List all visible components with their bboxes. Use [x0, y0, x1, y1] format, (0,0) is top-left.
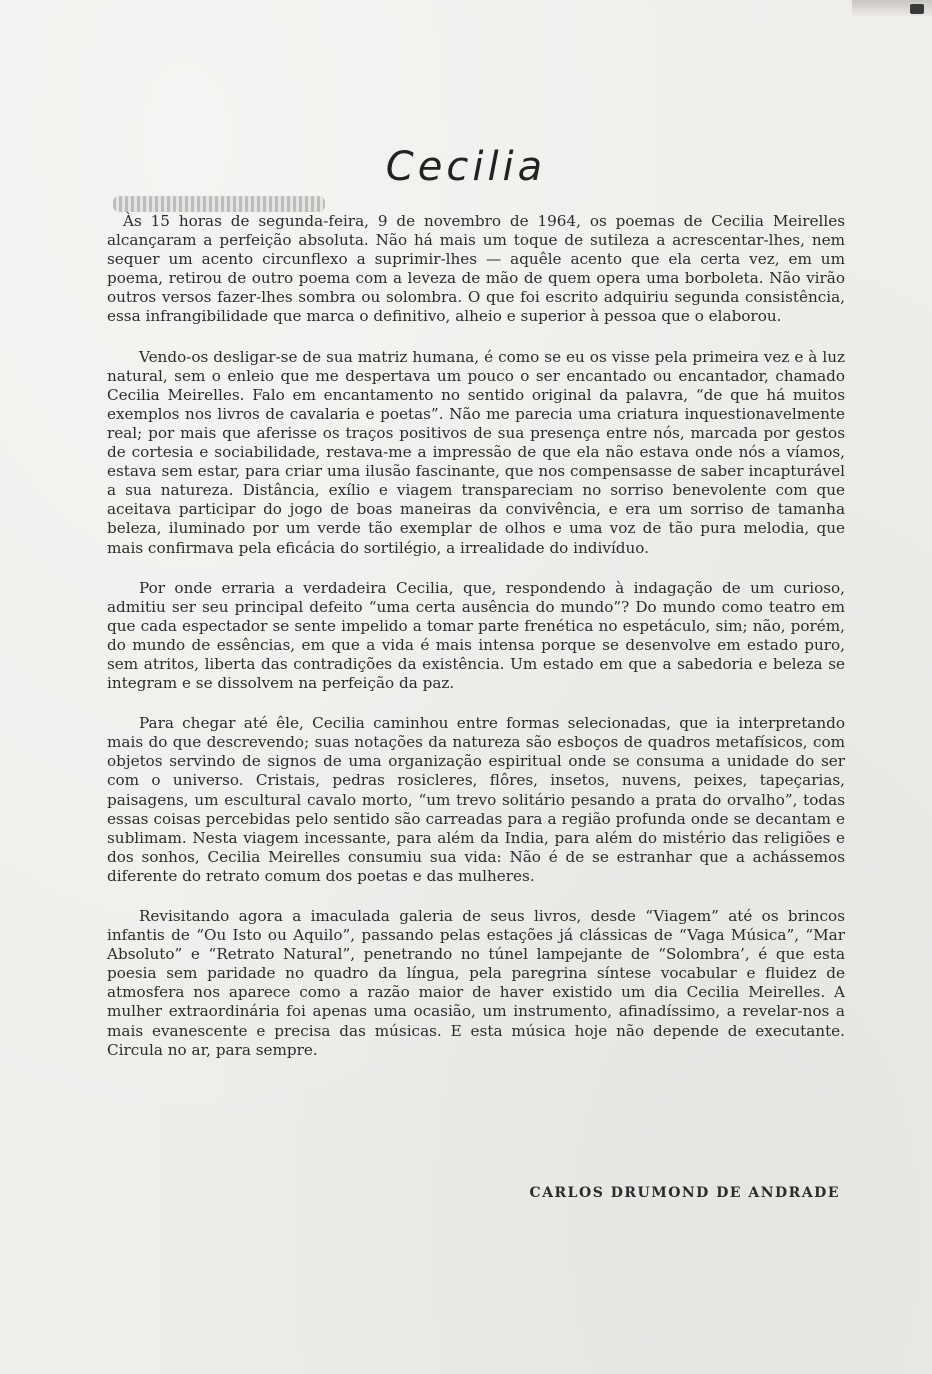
document-title: Cecilia [385, 144, 547, 190]
paragraph-4: Para chegar até êle, Cecilia caminhou entre formas selecionadas, que ia interpretando mais do que descrevendo; suas notações da natureza são esboços de quadros metafísicos, com objetos servindo de signos de uma organização espiritual onde se consuma a unidade do ser com o universo. Cristais, pedras rosicleres, flôres, insetos, nuvens, peixes, tapeçarias, paisagens, um escultural cavalo morto, “um trevo solitário pesando a prata do orvalho”, todas essas coisas percebidas pelo sentido são carreadas para a região profunda onde se decantam e sublimam. Nesta viagem incessante, para além da India, para além do mistério das religiões e dos sonhos, Cecilia Meirelles consumiu sua vida: Não é de se estranhar que a achássemos diferente do retrato comum dos poetas e das mulheres. [107, 714, 845, 885]
ink-smudge [113, 196, 325, 212]
paragraph-1: Às 15 horas de segunda-feira, 9 de novembro de 1964, os poemas de Cecilia Meirelles alcançaram a perfeição absoluta. Não há mais um toque de sutileza a acrescentar-lhes, nem sequer um acento circunflexo a suprimir-lhes — aquêle acento que ela certa vez, em um poema, retirou de outro poema com a leveza de mão de quem opera uma borboleta. Não virão outros versos fazer-lhes sombra ou solombra. O que foi escrito adquiriu segunda consistência, essa infrangibilidade que marca o definitivo, alheio e superior à pessoa que o elaborou. [107, 212, 845, 326]
page-corner-mark [852, 0, 932, 18]
paragraph-3: Por onde erraria a verdadeira Cecilia, que, respondendo à indagação de um curioso, admitiu ser seu principal defeito “uma certa ausência do mundo”? Do mundo como teatro em que cada espectador se sente impelido a tomar parte frenética no espetáculo, sim; não, porém, do mundo de essências, em que a vida é mais intensa porque se desenvolve em estado puro, sem atritos, liberta das contradições da existência. Um estado em que a sabedoria e beleza se integram e se dissolvem na perfeição da paz. [107, 578, 845, 693]
article-body [107, 212, 845, 1081]
author-signature: CARLOS DRUMOND DE ANDRADE [529, 1185, 840, 1201]
paragraph-2: Vendo-os desligar-se de sua matriz humana, é como se eu os visse pela primeira vez e à luz natural, sem o enleio que me despertava um pouco o ser encantado ou encantador, chamado Cecilia Meirelles. Falo em encantamento no sentido original da palavra, “de que há muitos exemplos nos livros de cavalaria e poetas”. Não me parecia uma criatura inquestionavelmente real; por mais que aferisse os traços positivos de sua presença entre nós, marcada por gestos de cortesia e sociabilidade, restava-me a impressão de que ela não estava onde nós a víamos, estava sem estar, para criar uma ilusão fascinante, que nos compensasse de saber incapturável a sua natureza. Distância, exílio e viagem transpareciam no sorriso benevolente com que aceitava participar do jogo de boas maneiras da convivência, e era um sorriso de tamanha beleza, iluminado por um verde tão exemplar de olhos e uma voz de tão pura melodia, que mais confirmava pela eficácia do sortilégio, a irrealidade do indivíduo. [107, 347, 845, 557]
paragraph-5: Revisitando agora a imaculada galeria de seus livros, desde “Viagem” até os brincos infantis de “Ou Isto ou Aquilo”, passando pelas estações já clássicas de “Vaga Música”, “Mar Absoluto” e “Retrato Natural”, penetrando no túnel lampejante de “Solombra’, é que esta poesia sem paridade no quadro da língua, pela paregrina síntese vocabular e fluidez de atmosfera nos aparece como a razão maior de haver existido um dia Cecilia Meirelles. A mulher extraordinária foi apenas uma ocasião, um instrumento, afinadíssimo, a revelar-nos a mais evanescente e precisa das músicas. E esta música hoje não depende de executante. Circula no ar, para sempre. [107, 907, 845, 1059]
